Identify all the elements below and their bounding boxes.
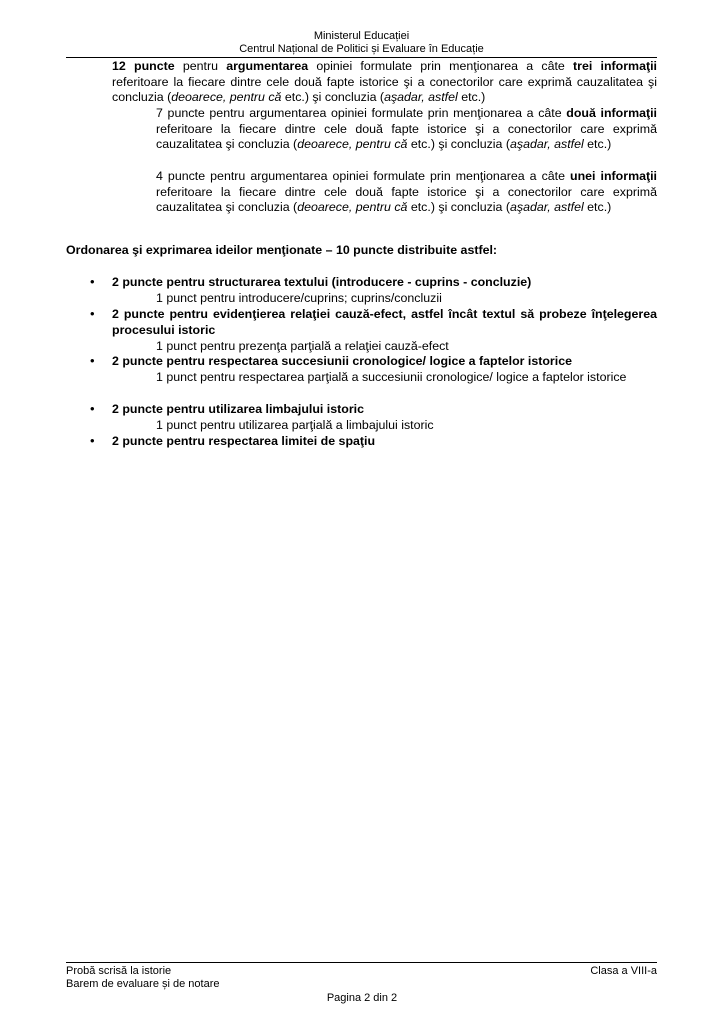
bullet-icon: • — [90, 306, 95, 321]
page-number: Pagina 2 din 2 — [326, 992, 398, 1004]
footer-grading: Barem de evaluare și de notare — [66, 978, 220, 990]
criterion-language: 2 puncte pentru utilizarea limbajului istoric — [112, 402, 364, 416]
footer-exam: Probă scrisă la istorie — [66, 965, 172, 977]
header-rule — [66, 57, 657, 58]
criterion-language-partial: 1 punct pentru utilizarea parţială a limbajului istoric — [156, 418, 434, 432]
bullet-icon: • — [90, 433, 95, 448]
footer-rule — [66, 962, 657, 963]
bullet-icon: • — [90, 274, 95, 289]
criterion-chronology: 2 puncte pentru respectarea succesiunii cronologice/ logice a faptelor istorice — [112, 354, 572, 368]
scoring-7-points: 7 puncte pentru argumentarea opiniei formulate prin menţionarea a câte două informaţii referitoare la fiecare dintre cele două fapte istorice şi a conectorilor care exprimă cauzalitatea şi concluzia (deoarece, pentru că etc.) şi concluzia (aşadar, astfel etc.) — [156, 106, 657, 152]
scoring-4-points: 4 puncte pentru argumentarea opiniei formulate prin menţionarea a câte unei informaţii referitoare la fiecare dintre cele două fapte istorice şi a conectorilor care exprimă cauzalitatea şi concluzia (deoarece, pentru că etc.) şi concluzia (aşadar, astfel etc.) — [156, 169, 657, 215]
section-title: Ordonarea şi exprimarea ideilor menţionate – 10 puncte distribuite astfel: — [66, 243, 498, 257]
criterion-structure: 2 puncte pentru structurarea textului (introducere - cuprins - concluzie) — [112, 275, 532, 289]
bullet-icon: • — [90, 401, 95, 416]
footer-class: Clasa a VIII-a — [590, 965, 657, 977]
criterion-cause-effect: 2 puncte pentru evidenţierea relaţiei cauză-efect, astfel încât textul să probeze înţelegerea procesului istoric — [112, 307, 657, 337]
criterion-structure-partial: 1 punct pentru introducere/cuprins; cuprins/concluzii — [156, 291, 442, 305]
criterion-space-limit: 2 puncte pentru respectarea limitei de spaţiu — [112, 434, 376, 448]
criterion-chronology-partial: 1 punct pentru respectarea parţială a succesiunii cronologice/ logice a faptelor istorice — [156, 370, 627, 384]
scoring-12-points: 12 puncte pentru argumentarea opiniei formulate prin menţionarea a câte trei informaţii referitoare la fiecare dintre cele două fapte istorice şi a conectorilor care exprimă cauzalitatea şi concluzia (deoarece, pentru că etc.) şi concluzia (aşadar, astfel etc.) — [112, 59, 657, 105]
bullet-icon: • — [90, 353, 95, 368]
ministry-name: Ministerul Educației — [313, 30, 410, 42]
points-label: 12 puncte — [112, 59, 175, 73]
criterion-cause-effect-partial: 1 punct pentru prezenţa parţială a relaţiei cauză-efect — [156, 339, 449, 353]
center-name: Centrul Național de Politici și Evaluare în Educație — [239, 43, 484, 55]
page-header — [66, 30, 657, 56]
